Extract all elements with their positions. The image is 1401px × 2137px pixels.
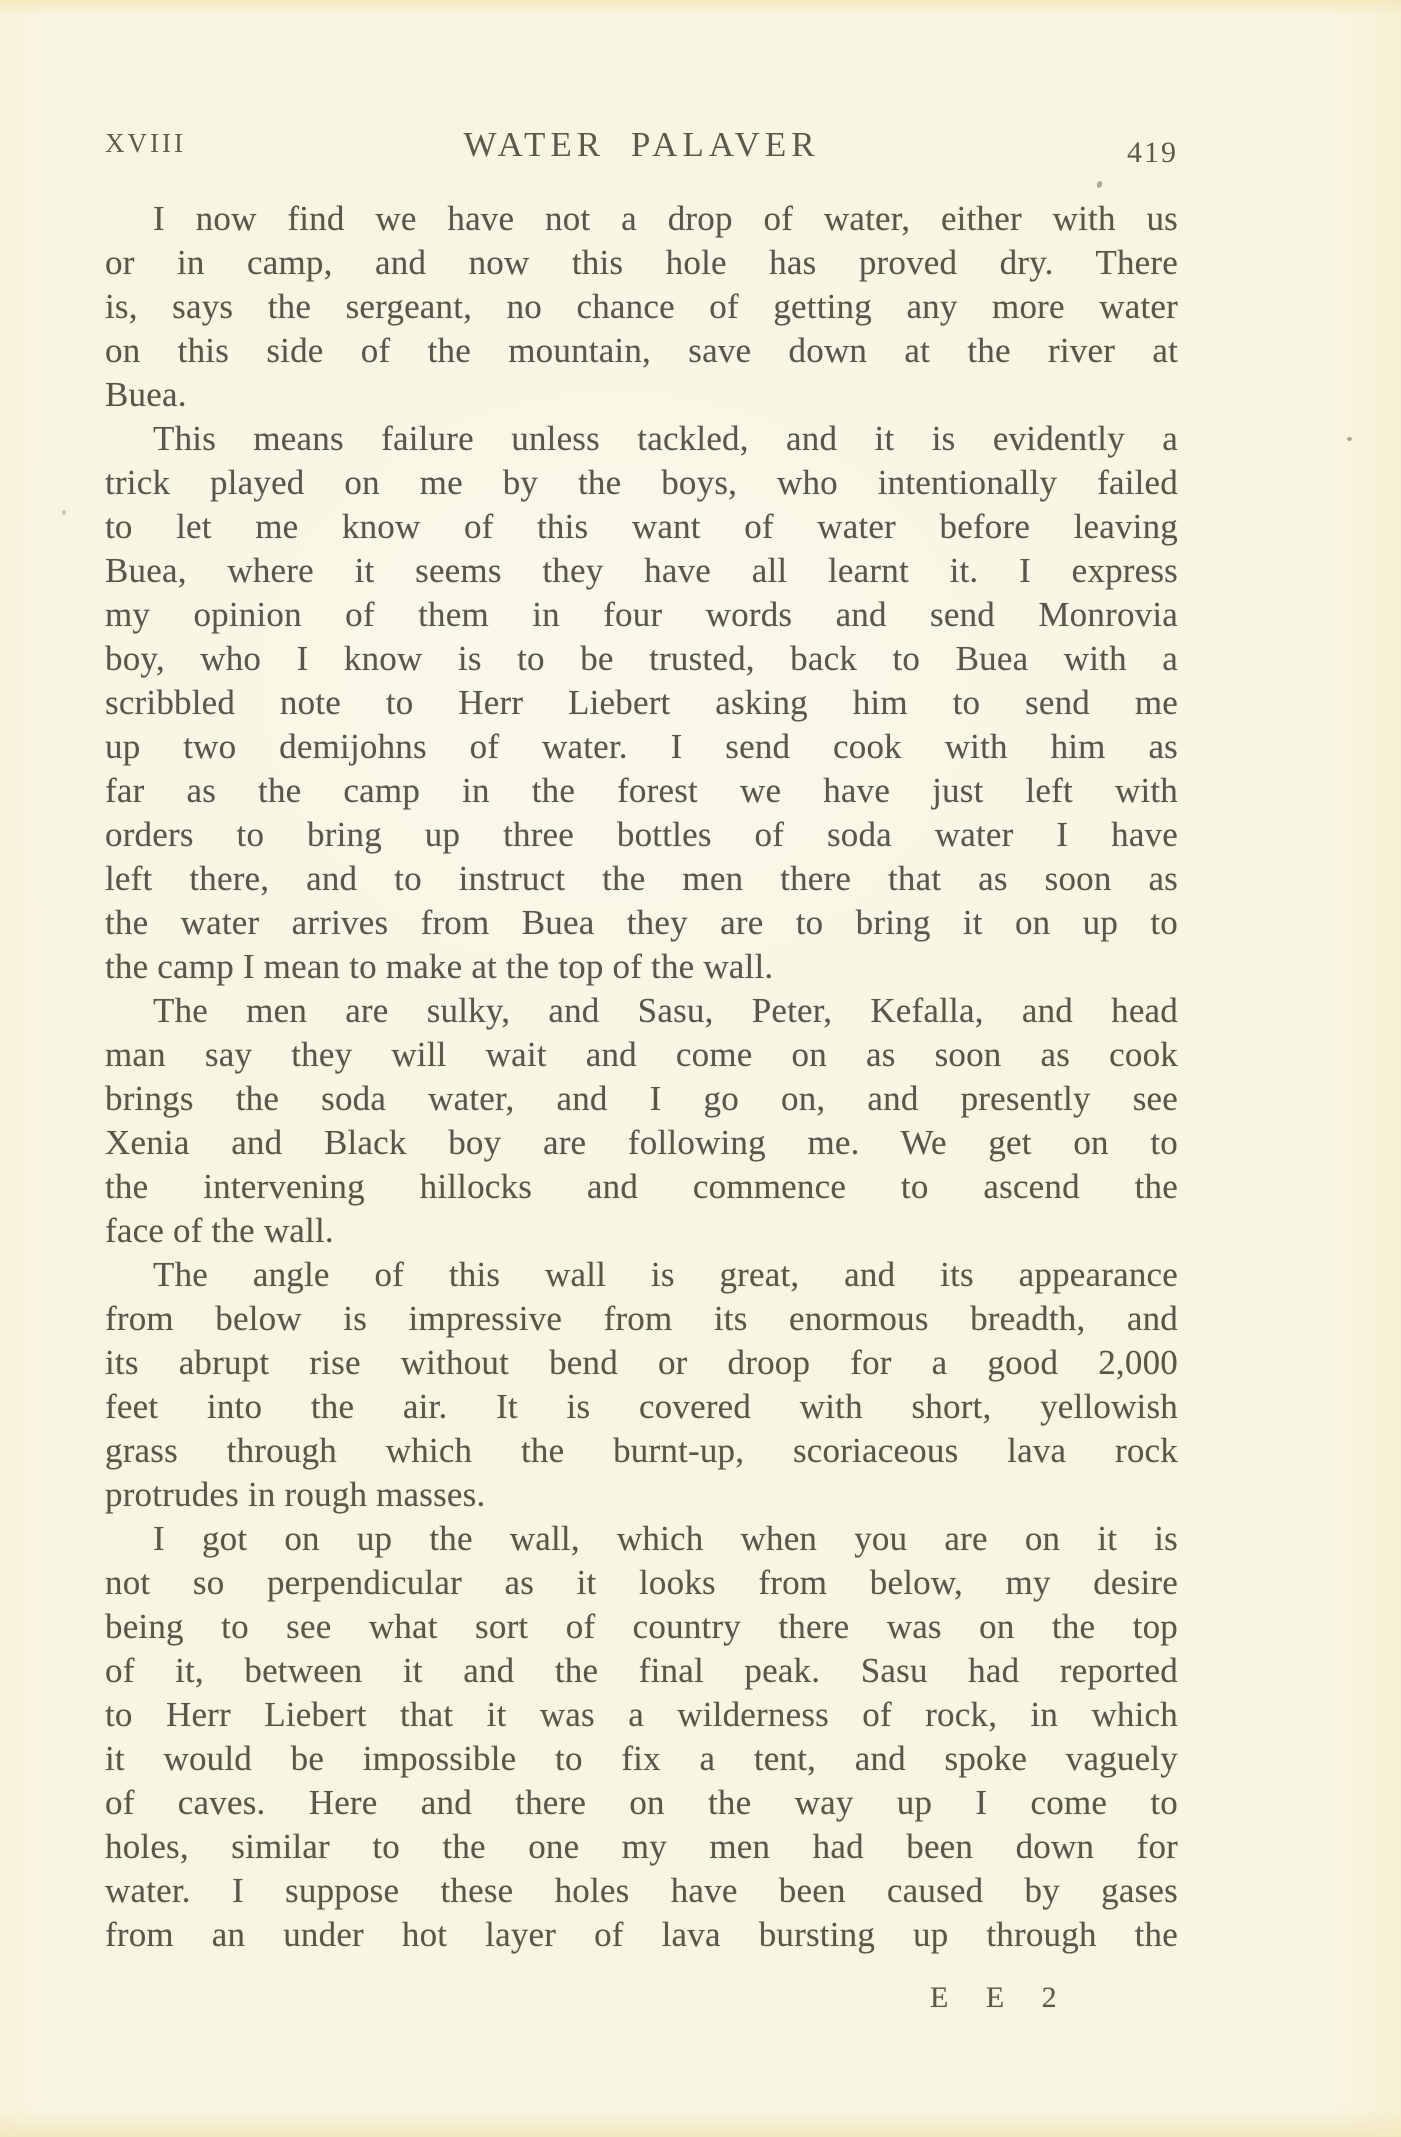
scan-speck — [1347, 437, 1352, 441]
text-line: holes, similar to the one my men had been down for — [105, 1827, 1178, 1866]
text-line: orders to bring up three bottles of soda water I have — [105, 815, 1178, 854]
paragraph — [105, 197, 1178, 417]
text-line: Xenia and Black boy are following me. We get on to — [105, 1123, 1178, 1162]
text-line: I got on up the wall, which when you are on it is — [153, 1519, 1178, 1558]
text-line: the intervening hillocks and commence to ascend the — [105, 1167, 1178, 1206]
text-line: of it, between it and the final peak. Sasu had reported — [105, 1651, 1178, 1690]
text-line: Buea, where it seems they have all learnt it. I express — [105, 551, 1178, 590]
text-line: the water arrives from Buea they are to bring it on up to — [105, 903, 1178, 942]
text-line: feet into the air. It is covered with short, yellowish — [105, 1387, 1178, 1426]
paragraph — [105, 417, 1178, 989]
text-line: my opinion of them in four words and send Monrovia — [105, 595, 1178, 634]
text-line: of caves. Here and there on the way up I come to — [105, 1783, 1178, 1822]
paragraph — [105, 1517, 1178, 1957]
text-line: water. I suppose these holes have been caused by gases — [105, 1871, 1178, 1910]
scan-speck — [1096, 180, 1103, 188]
text-line: its abrupt rise without bend or droop for a good 2,000 — [105, 1343, 1178, 1382]
scan-speck — [62, 510, 66, 515]
signature-mark: E E 2 — [930, 1981, 1064, 2014]
paragraph — [105, 1253, 1178, 1517]
text-line: scribbled note to Herr Liebert asking him to send me — [105, 683, 1178, 722]
page-number: 419 — [1127, 136, 1178, 169]
text-line: it would be impossible to fix a tent, and spoke vaguely — [105, 1739, 1178, 1778]
text-line: from below is impressive from its enormous breadth, and — [105, 1299, 1178, 1338]
text-line: boy, who I know is to be trusted, back to Buea with a — [105, 639, 1178, 678]
running-title: WATER PALAVER — [463, 125, 820, 164]
text-line: not so perpendicular as it looks from below, my desire — [105, 1563, 1178, 1602]
text-line: The angle of this wall is great, and its appearance — [153, 1255, 1178, 1294]
text-line: face of the wall. — [105, 1211, 334, 1250]
text-line: or in camp, and now this hole has proved dry. There — [105, 243, 1178, 282]
text-line: man say they will wait and come on as soon as cook — [105, 1035, 1178, 1074]
page-body — [105, 197, 1178, 1957]
text-line: from an under hot layer of lava bursting up through the — [105, 1915, 1178, 1954]
paragraph — [105, 989, 1178, 1253]
text-line: grass through which the burnt-up, scoriaceous lava rock — [105, 1431, 1178, 1470]
text-line: to Herr Liebert that it was a wilderness of rock, in which — [105, 1695, 1178, 1734]
text-line: left there, and to instruct the men there that as soon as — [105, 859, 1178, 898]
text-line: on this side of the mountain, save down at the river at — [105, 331, 1178, 370]
text-line: Buea. — [105, 375, 187, 414]
text-line: brings the soda water, and I go on, and presently see — [105, 1079, 1178, 1118]
text-line: This means failure unless tackled, and it is evidently a — [153, 419, 1178, 458]
text-line: is, says the sergeant, no chance of getting any more water — [105, 287, 1178, 326]
chapter-numeral: XVIII — [105, 128, 186, 158]
text-line: protrudes in rough masses. — [105, 1475, 486, 1514]
page-header — [105, 125, 1178, 173]
text-line: the camp I mean to make at the top of the wall. — [105, 947, 774, 986]
text-line: being to see what sort of country there was on the top — [105, 1607, 1178, 1646]
text-line: trick played on me by the boys, who intentionally failed — [105, 463, 1178, 502]
text-line: up two demijohns of water. I send cook with him as — [105, 727, 1178, 766]
text-line: to let me know of this want of water before leaving — [105, 507, 1178, 546]
text-line: far as the camp in the forest we have just left with — [105, 771, 1178, 810]
text-line: I now find we have not a drop of water, either with us — [153, 199, 1178, 238]
text-line: The men are sulky, and Sasu, Peter, Kefalla, and head — [153, 991, 1178, 1030]
